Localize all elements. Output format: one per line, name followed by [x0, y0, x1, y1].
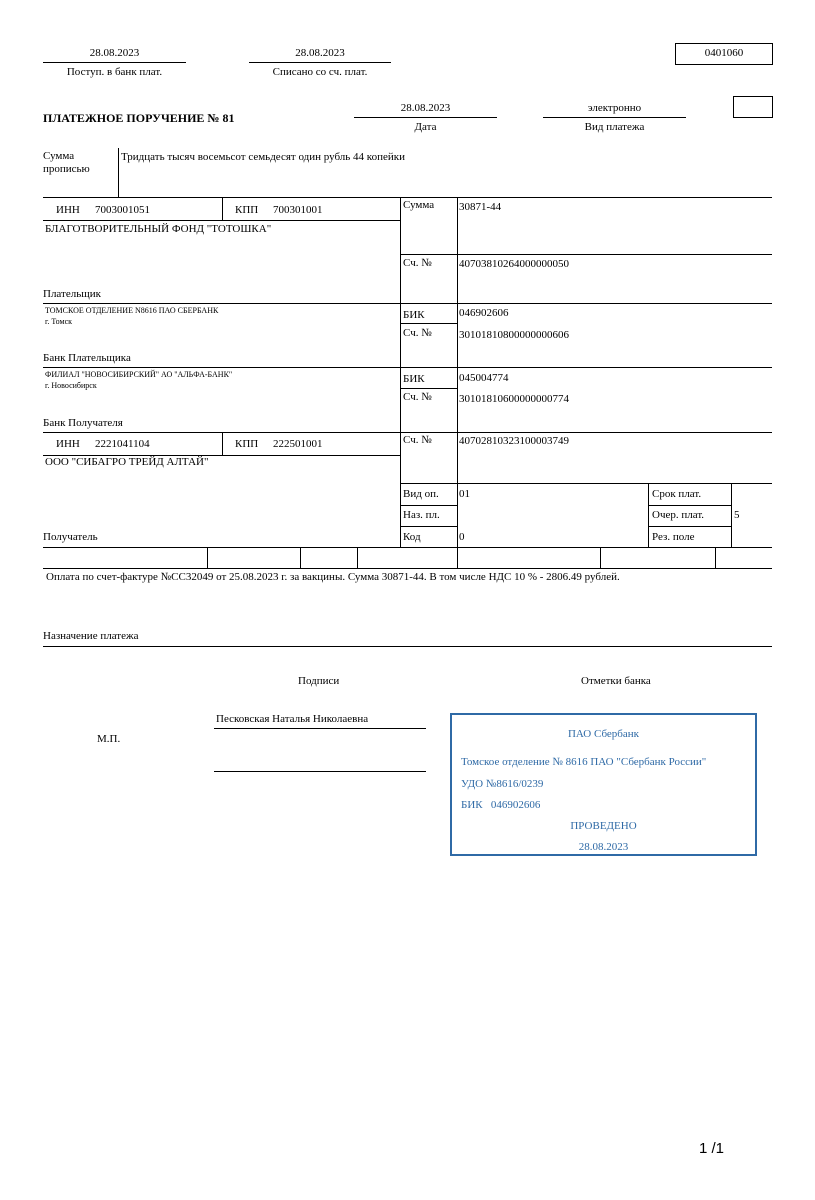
divider	[43, 646, 772, 647]
divider	[457, 547, 458, 568]
amount-words-label-2: прописью	[43, 163, 90, 175]
payer-kpp: 700301001	[273, 204, 323, 216]
payer-bik-label: БИК	[403, 309, 425, 321]
op-type-label: Вид оп.	[403, 488, 439, 500]
payee-bank-name: ФИЛИАЛ "НОВОСИБИРСКИЙ" АО "АЛЬФА-БАНК"	[45, 370, 233, 379]
payee-bank-account-label: Сч. №	[403, 391, 432, 403]
payment-type-label: Вид платежа	[584, 121, 645, 133]
divider	[43, 568, 772, 569]
purpose-text: Оплата по счет-фактуре №СС32049 от 25.08.2023 г. за вакцины. Сумма 30871-44. В том числе НДС 10 % - 2806.49 рублей.	[46, 571, 620, 583]
payee-account-label: Сч. №	[403, 434, 432, 446]
stamp-date: 28.08.2023	[578, 841, 629, 853]
payer-bik: 046902606	[459, 307, 509, 319]
bank-received-label: Поступ. в банк плат.	[66, 66, 163, 78]
order-date-label: Дата	[414, 121, 437, 133]
divider	[43, 303, 772, 304]
signature-line	[214, 728, 426, 729]
divider	[400, 505, 457, 506]
op-type: 01	[459, 488, 470, 500]
amount-words-label: Сумма	[43, 150, 75, 162]
payee-bank-account: 30101810600000000774	[459, 393, 569, 405]
code-label: Код	[403, 531, 421, 543]
page-number: 1 /1	[699, 1140, 725, 1157]
signatures-label: Подписи	[298, 675, 340, 687]
payer-bank-account-label: Сч. №	[403, 327, 432, 339]
divider	[400, 323, 457, 324]
code-value: 0	[459, 531, 465, 543]
divider	[43, 432, 772, 433]
payer-inn: 7003001051	[95, 204, 150, 216]
debited-label: Списано со сч. плат.	[272, 66, 368, 78]
divider	[648, 526, 731, 527]
divider	[249, 62, 391, 63]
payer-bank-label: Банк Плательщика	[43, 352, 131, 364]
payer-kpp-label: КПП	[235, 204, 259, 216]
payee-bik: 045004774	[459, 372, 509, 384]
order-date: 28.08.2023	[400, 102, 451, 114]
divider	[400, 483, 772, 484]
divider	[43, 367, 772, 368]
payment-type: электронно	[587, 102, 642, 114]
divider	[43, 62, 186, 63]
divider	[400, 526, 457, 527]
payee-account: 40702810323100003749	[459, 435, 569, 447]
payee-bank-label: Банк Получателя	[43, 417, 123, 429]
divider	[400, 388, 457, 389]
divider	[207, 547, 208, 568]
payer-inn-label: ИНН	[56, 204, 80, 216]
sum-value: 30871-44	[459, 201, 502, 213]
payer-account: 40703810264000000050	[459, 258, 569, 270]
bank-marks-label: Отметки банка	[581, 675, 651, 687]
divider	[354, 117, 497, 118]
purpose-code-label: Наз. пл.	[403, 509, 440, 521]
debited-date: 28.08.2023	[295, 47, 345, 59]
divider	[300, 547, 301, 568]
payee-bik-label: БИК	[403, 373, 425, 385]
payee-bank-city: г. Новосибирск	[45, 381, 97, 390]
divider	[118, 148, 119, 197]
divider	[457, 197, 458, 548]
payer-bank-name: ТОМСКОЕ ОТДЕЛЕНИЕ N8616 ПАО СБЕРБАНК	[45, 306, 219, 315]
stamp-bank: ПАО Сбербанк	[567, 728, 640, 740]
divider	[543, 117, 686, 118]
seal-place-label: М.П.	[97, 733, 121, 745]
payer-name: БЛАГОТВОРИТЕЛЬНЫЙ ФОНД "ТОТОШКА"	[45, 223, 272, 235]
stamp-status: ПРОВЕДЕНО	[570, 820, 637, 832]
payer-bank-city: г. Томск	[45, 317, 73, 326]
payee-inn-label: ИНН	[56, 438, 80, 450]
payee-kpp: 222501001	[273, 438, 323, 450]
payee-inn: 2221041104	[95, 438, 150, 450]
term-label: Срок плат.	[652, 488, 702, 500]
divider	[400, 254, 772, 255]
payer-label: Плательщик	[43, 288, 101, 300]
bank-stamp	[450, 713, 757, 856]
divider	[600, 547, 601, 568]
form-code: 0401060	[704, 47, 744, 59]
divider	[43, 197, 772, 198]
divider	[357, 547, 358, 568]
signer-name: Песковская Наталья Николаевна	[216, 713, 369, 725]
divider	[222, 432, 223, 455]
divider	[648, 483, 649, 548]
reserve-label: Рез. поле	[652, 531, 695, 543]
stamp-bik: БИК 046902606	[461, 799, 541, 811]
payer-bank-account: 30101810800000000606	[459, 329, 569, 341]
divider	[648, 505, 731, 506]
divider	[43, 547, 772, 548]
priority-label: Очер. плат.	[652, 509, 705, 521]
priority-value: 5	[734, 509, 740, 521]
bank-received-date: 28.08.2023	[89, 47, 140, 59]
empty-field-box	[733, 96, 773, 118]
payer-account-label: Сч. №	[403, 257, 432, 269]
divider	[715, 547, 716, 568]
divider	[222, 197, 223, 220]
divider	[400, 197, 401, 548]
stamp-office: УДО №8616/0239	[461, 778, 544, 790]
stamp-branch: Томское отделение № 8616 ПАО "Сбербанк России"	[461, 756, 707, 768]
divider	[731, 483, 732, 548]
divider	[43, 220, 400, 221]
signature-line	[214, 771, 426, 772]
order-title: ПЛАТЕЖНОЕ ПОРУЧЕНИЕ № 81	[43, 111, 235, 125]
payee-kpp-label: КПП	[235, 438, 259, 450]
amount-words-value: Тридцать тысяч восемьсот семьдесят один рубль 44 копейки	[121, 151, 405, 163]
purpose-label: Назначение платежа	[43, 630, 139, 642]
payee-label: Получатель	[43, 531, 98, 543]
sum-label: Сумма	[403, 199, 435, 211]
payee-name: ООО "СИБАГРО ТРЕЙД АЛТАЙ"	[45, 456, 209, 468]
